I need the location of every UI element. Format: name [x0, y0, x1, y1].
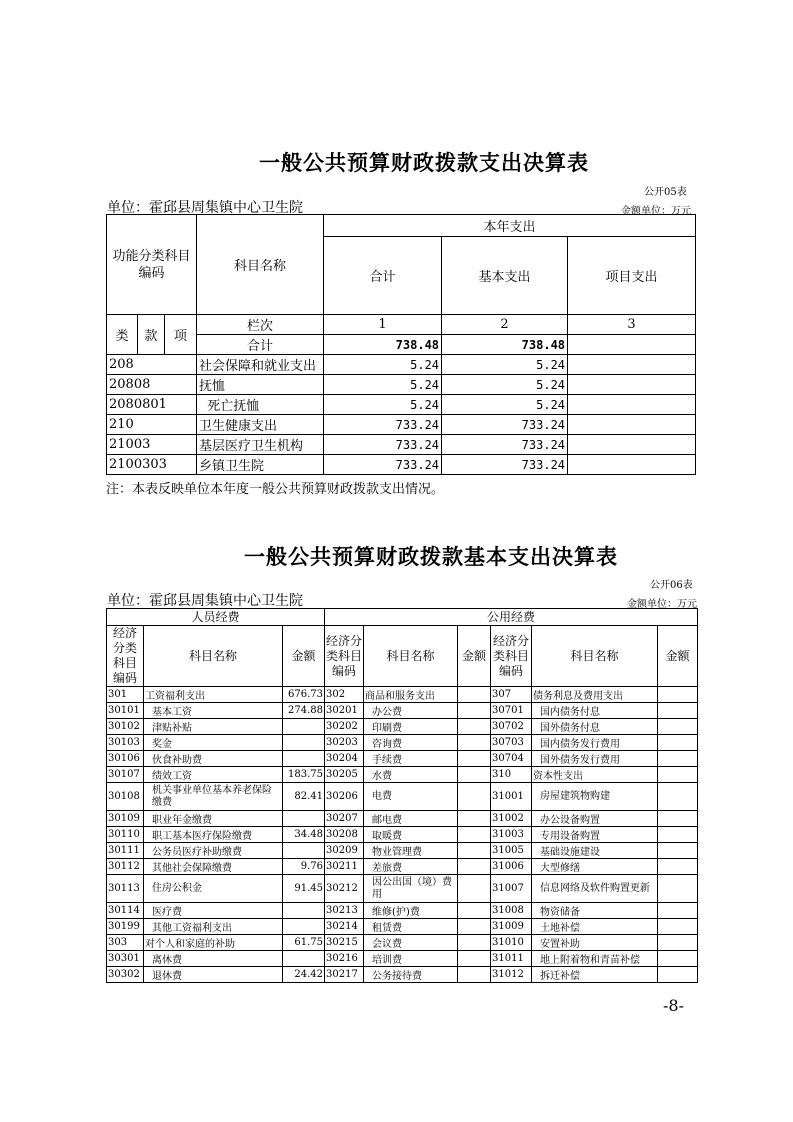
row-code: 20808 — [107, 375, 197, 395]
row-amount — [458, 767, 491, 783]
row-total: 733.24 — [324, 415, 442, 435]
row-subject-name: 国内债务付息 — [532, 703, 658, 719]
row-amount — [458, 735, 491, 751]
row-amount — [658, 859, 698, 875]
row-amount — [658, 903, 698, 919]
row-econ-code: 30108 — [107, 783, 144, 811]
amount-header-1: 金额 — [283, 626, 325, 687]
row-amount — [458, 703, 491, 719]
row-econ-code: 30203 — [325, 735, 364, 751]
row-project — [568, 395, 696, 415]
row-subject-name: 专用设备购置 — [532, 827, 658, 843]
table1-note: 注：本表反映单位本年度一般公共预算财政拨款支出情况。 — [106, 482, 445, 497]
column-no-label: 栏次 — [197, 315, 324, 335]
table2-row — [107, 687, 698, 703]
row-amount — [658, 703, 698, 719]
row-amount — [658, 967, 698, 983]
table2-row — [107, 903, 698, 919]
row-code: 2080801 — [107, 395, 197, 415]
basic-header: 基本支出 — [442, 237, 568, 315]
row-econ-code: 30215 — [325, 935, 364, 951]
row-code: 208 — [107, 355, 197, 375]
lei-header: 类 — [107, 315, 138, 355]
row-subject-name: 水费 — [364, 767, 458, 783]
row-subject-name: 会议费 — [364, 935, 458, 951]
row-econ-code: 30702 — [491, 719, 532, 735]
total-row-basic: 738.48 — [442, 335, 568, 355]
row-econ-code: 30208 — [325, 827, 364, 843]
table2-title: 一般公共预算财政拨款基本支出决算表 — [244, 544, 618, 569]
row-amount — [658, 875, 698, 903]
table2-row — [107, 719, 698, 735]
row-subject-name: 因公出国（境）费用 — [364, 875, 458, 903]
row-subject-name: 公务员医疗补助缴费 — [144, 843, 283, 859]
row-amount — [458, 967, 491, 983]
row-econ-code: 31005 — [491, 843, 532, 859]
row-econ-code: 30216 — [325, 951, 364, 967]
row-project — [568, 355, 696, 375]
row-amount — [283, 843, 325, 859]
row-amount — [458, 843, 491, 859]
row-amount — [658, 811, 698, 827]
row-econ-code: 30112 — [107, 859, 144, 875]
row-subject-name: 奖金 — [144, 735, 283, 751]
table1-row — [107, 395, 696, 415]
row-subject-name: 绩效工资 — [144, 767, 283, 783]
row-total: 733.24 — [324, 455, 442, 475]
row-econ-code: 31010 — [491, 935, 532, 951]
table1-title: 一般公共预算财政拨款支出决算表 — [259, 150, 589, 175]
row-subject-name: 信息网络及软件购置更新 — [532, 875, 658, 903]
row-subject-name: 其他工资福利支出 — [144, 919, 283, 935]
row-code: 210 — [107, 415, 197, 435]
row-name: 抚恤 — [197, 375, 324, 395]
row-econ-code: 310 — [491, 767, 532, 783]
row-econ-code: 30114 — [107, 903, 144, 919]
subject-name-header-1: 科目名称 — [144, 626, 283, 687]
row-subject-name: 取暖费 — [364, 827, 458, 843]
row-subject-name: 电费 — [364, 783, 458, 811]
econ-code-header-3: 经济分类科目编码 — [491, 626, 532, 687]
row-subject-name: 大型修缮 — [532, 859, 658, 875]
row-name: 死亡抚恤 — [197, 395, 324, 415]
row-subject-name: 国内债务发行费用 — [532, 735, 658, 751]
row-subject-name: 基本工资 — [144, 703, 283, 719]
row-subject-name: 房屋建筑物购建 — [532, 783, 658, 811]
total-row-project — [568, 335, 696, 355]
row-amount — [458, 783, 491, 811]
row-econ-code: 301 — [107, 687, 144, 703]
public-header: 公用经费 — [325, 609, 698, 626]
row-econ-code: 30209 — [325, 843, 364, 859]
row-subject-name: 职业年金缴费 — [144, 811, 283, 827]
row-project — [568, 415, 696, 435]
row-basic: 5.24 — [442, 355, 568, 375]
row-econ-code: 30110 — [107, 827, 144, 843]
row-subject-name: 退休费 — [144, 967, 283, 983]
project-header: 项目支出 — [568, 237, 696, 315]
page-number: -8- — [663, 996, 684, 1015]
row-amount — [458, 875, 491, 903]
row-econ-code: 30205 — [325, 767, 364, 783]
table2-row — [107, 875, 698, 903]
row-subject-name: 对个人和家庭的补助 — [144, 935, 283, 951]
row-econ-code: 30206 — [325, 783, 364, 811]
row-basic: 733.24 — [442, 415, 568, 435]
row-subject-name: 租赁费 — [364, 919, 458, 935]
row-econ-code: 31006 — [491, 859, 532, 875]
row-total: 733.24 — [324, 435, 442, 455]
row-econ-code: 307 — [491, 687, 532, 703]
table2-row — [107, 935, 698, 951]
row-subject-name: 国外债务付息 — [532, 719, 658, 735]
row-subject-name: 公务接待费 — [364, 967, 458, 983]
row-subject-name: 物业管理费 — [364, 843, 458, 859]
row-econ-code: 30217 — [325, 967, 364, 983]
row-subject-name: 办公设备购置 — [532, 811, 658, 827]
row-econ-code: 30101 — [107, 703, 144, 719]
row-subject-name: 咨询费 — [364, 735, 458, 751]
row-subject-name: 办公费 — [364, 703, 458, 719]
row-amount — [283, 951, 325, 967]
table1 — [106, 214, 696, 475]
amount-header-2: 金额 — [458, 626, 491, 687]
table2-row — [107, 751, 698, 767]
row-subject-name: 离休费 — [144, 951, 283, 967]
row-amount — [283, 811, 325, 827]
row-amount — [458, 903, 491, 919]
row-econ-code: 30202 — [325, 719, 364, 735]
row-econ-code: 30111 — [107, 843, 144, 859]
row-amount — [658, 687, 698, 703]
row-econ-code: 30107 — [107, 767, 144, 783]
row-name: 卫生健康支出 — [197, 415, 324, 435]
table1-amount-unit: 金额单位：万元 — [621, 206, 691, 217]
row-total: 5.24 — [324, 355, 442, 375]
row-project — [568, 455, 696, 475]
row-subject-name: 医疗费 — [144, 903, 283, 919]
table2-amount-unit: 金额单位：万元 — [627, 599, 697, 610]
row-total: 5.24 — [324, 395, 442, 415]
row-econ-code: 31008 — [491, 903, 532, 919]
table2-row — [107, 919, 698, 935]
row-name: 乡镇卫生院 — [197, 455, 324, 475]
table2-row — [107, 767, 698, 783]
table2-row — [107, 827, 698, 843]
row-econ-code: 30701 — [491, 703, 532, 719]
row-subject-name: 其他社会保障缴费 — [144, 859, 283, 875]
econ-code-header-1: 经济分类科目编码 — [107, 626, 144, 687]
row-econ-code: 30103 — [107, 735, 144, 751]
total-row-total: 738.48 — [324, 335, 442, 355]
row-subject-name: 拆迁补偿 — [532, 967, 658, 983]
row-subject-name: 职工基本医疗保险缴费 — [144, 827, 283, 843]
row-econ-code: 302 — [325, 687, 364, 703]
row-subject-name: 伙食补助费 — [144, 751, 283, 767]
row-subject-name: 印刷费 — [364, 719, 458, 735]
row-econ-code: 31012 — [491, 967, 532, 983]
table2 — [106, 608, 698, 983]
row-amount — [658, 751, 698, 767]
row-project — [568, 375, 696, 395]
row-econ-code: 30106 — [107, 751, 144, 767]
row-name: 基层医疗卫生机构 — [197, 435, 324, 455]
xiang-header: 项 — [165, 315, 197, 355]
amount-header-3: 金额 — [658, 626, 698, 687]
row-subject-name: 地上附着物和青苗补偿 — [532, 951, 658, 967]
table2-code: 公开06表 — [650, 580, 693, 591]
row-amount — [458, 919, 491, 935]
row-subject-name: 手续费 — [364, 751, 458, 767]
row-econ-code: 31011 — [491, 951, 532, 967]
row-amount: 91.45 — [283, 875, 325, 903]
row-subject-name: 商品和服务支出 — [364, 687, 458, 703]
table2-row — [107, 703, 698, 719]
table2-row — [107, 811, 698, 827]
col-1-no: 1 — [324, 315, 442, 335]
row-econ-code: 303 — [107, 935, 144, 951]
row-amount: 34.48 — [283, 827, 325, 843]
row-amount — [658, 783, 698, 811]
table1-code: 公开05表 — [644, 187, 687, 198]
row-econ-code: 30703 — [491, 735, 532, 751]
row-amount — [658, 843, 698, 859]
row-basic: 733.24 — [442, 435, 568, 455]
row-amount: 61.75 — [283, 935, 325, 951]
table2-row — [107, 783, 698, 811]
subject-name-header-2: 科目名称 — [364, 626, 458, 687]
row-econ-code: 30211 — [325, 859, 364, 875]
row-basic: 733.24 — [442, 455, 568, 475]
row-amount — [658, 767, 698, 783]
row-econ-code: 31003 — [491, 827, 532, 843]
row-subject-name: 机关事业单位基本养老保险缴费 — [144, 783, 283, 811]
row-subject-name: 邮电费 — [364, 811, 458, 827]
row-subject-name: 培训费 — [364, 951, 458, 967]
table1-unit: 单位：霍邱县周集镇中心卫生院 — [107, 200, 303, 216]
total-header: 合计 — [324, 237, 442, 315]
row-code: 21003 — [107, 435, 197, 455]
row-amount — [283, 719, 325, 735]
row-econ-code: 30207 — [325, 811, 364, 827]
row-econ-code: 30109 — [107, 811, 144, 827]
row-amount — [658, 919, 698, 935]
row-econ-code: 30204 — [325, 751, 364, 767]
col-2-no: 2 — [442, 315, 568, 335]
row-subject-name: 国外债务发行费用 — [532, 751, 658, 767]
row-amount: 183.75 — [283, 767, 325, 783]
row-subject-name: 住房公积金 — [144, 875, 283, 903]
row-subject-name: 资本性支出 — [532, 767, 658, 783]
row-project — [568, 435, 696, 455]
row-amount — [458, 687, 491, 703]
row-name: 社会保障和就业支出 — [197, 355, 324, 375]
table2-row — [107, 859, 698, 875]
row-econ-code: 31007 — [491, 875, 532, 903]
row-econ-code: 31001 — [491, 783, 532, 811]
row-amount — [458, 751, 491, 767]
row-econ-code: 30201 — [325, 703, 364, 719]
table1-row — [107, 415, 696, 435]
row-amount — [658, 735, 698, 751]
row-total: 5.24 — [324, 375, 442, 395]
row-econ-code: 30102 — [107, 719, 144, 735]
row-basic: 5.24 — [442, 395, 568, 415]
row-subject-name: 土地补偿 — [532, 919, 658, 935]
kuan-header: 款 — [138, 315, 165, 355]
row-econ-code: 30302 — [107, 967, 144, 983]
row-econ-code: 31002 — [491, 811, 532, 827]
row-subject-name: 维修(护)费 — [364, 903, 458, 919]
table1-row — [107, 355, 696, 375]
row-subject-name: 差旅费 — [364, 859, 458, 875]
table2-row — [107, 843, 698, 859]
row-amount — [458, 935, 491, 951]
row-code: 2100303 — [107, 455, 197, 475]
row-econ-code: 30301 — [107, 951, 144, 967]
row-econ-code: 30213 — [325, 903, 364, 919]
table1-row — [107, 435, 696, 455]
row-amount — [283, 735, 325, 751]
row-amount — [283, 919, 325, 935]
row-subject-name: 物资储备 — [532, 903, 658, 919]
row-amount — [658, 951, 698, 967]
row-subject-name: 债务利息及费用支出 — [532, 687, 658, 703]
subject-name-header: 科目名称 — [197, 215, 324, 315]
row-amount: 676.73 — [283, 687, 325, 703]
row-amount: 274.88 — [283, 703, 325, 719]
row-amount — [658, 827, 698, 843]
personnel-header: 人员经费 — [107, 609, 325, 626]
row-basic: 5.24 — [442, 375, 568, 395]
table1-row — [107, 455, 696, 475]
row-subject-name: 安置补助 — [532, 935, 658, 951]
func-code-header: 功能分类科目编码 — [107, 215, 197, 315]
row-subject-name: 津贴补贴 — [144, 719, 283, 735]
row-amount — [458, 719, 491, 735]
row-econ-code: 30199 — [107, 919, 144, 935]
table2-row — [107, 967, 698, 983]
table2-row — [107, 735, 698, 751]
row-amount — [458, 827, 491, 843]
row-econ-code: 30704 — [491, 751, 532, 767]
current-year-header: 本年支出 — [324, 215, 696, 237]
table2-row — [107, 951, 698, 967]
row-subject-name: 工资福利支出 — [144, 687, 283, 703]
row-amount — [283, 903, 325, 919]
row-econ-code: 30214 — [325, 919, 364, 935]
row-amount — [283, 751, 325, 767]
econ-code-header-2: 经济分类科目编码 — [325, 626, 364, 687]
row-amount — [658, 935, 698, 951]
row-econ-code: 30212 — [325, 875, 364, 903]
row-econ-code: 31009 — [491, 919, 532, 935]
row-amount: 9.76 — [283, 859, 325, 875]
row-amount — [658, 719, 698, 735]
row-amount — [458, 859, 491, 875]
row-econ-code: 30113 — [107, 875, 144, 903]
row-amount — [458, 811, 491, 827]
row-subject-name: 基础设施建设 — [532, 843, 658, 859]
row-amount — [458, 951, 491, 967]
total-row-label: 合计 — [197, 335, 324, 355]
subject-name-header-3: 科目名称 — [532, 626, 658, 687]
col-3-no: 3 — [568, 315, 696, 335]
row-amount: 24.42 — [283, 967, 325, 983]
table1-row — [107, 375, 696, 395]
table2-unit: 单位：霍邱县周集镇中心卫生院 — [107, 593, 303, 609]
row-amount: 82.41 — [283, 783, 325, 811]
